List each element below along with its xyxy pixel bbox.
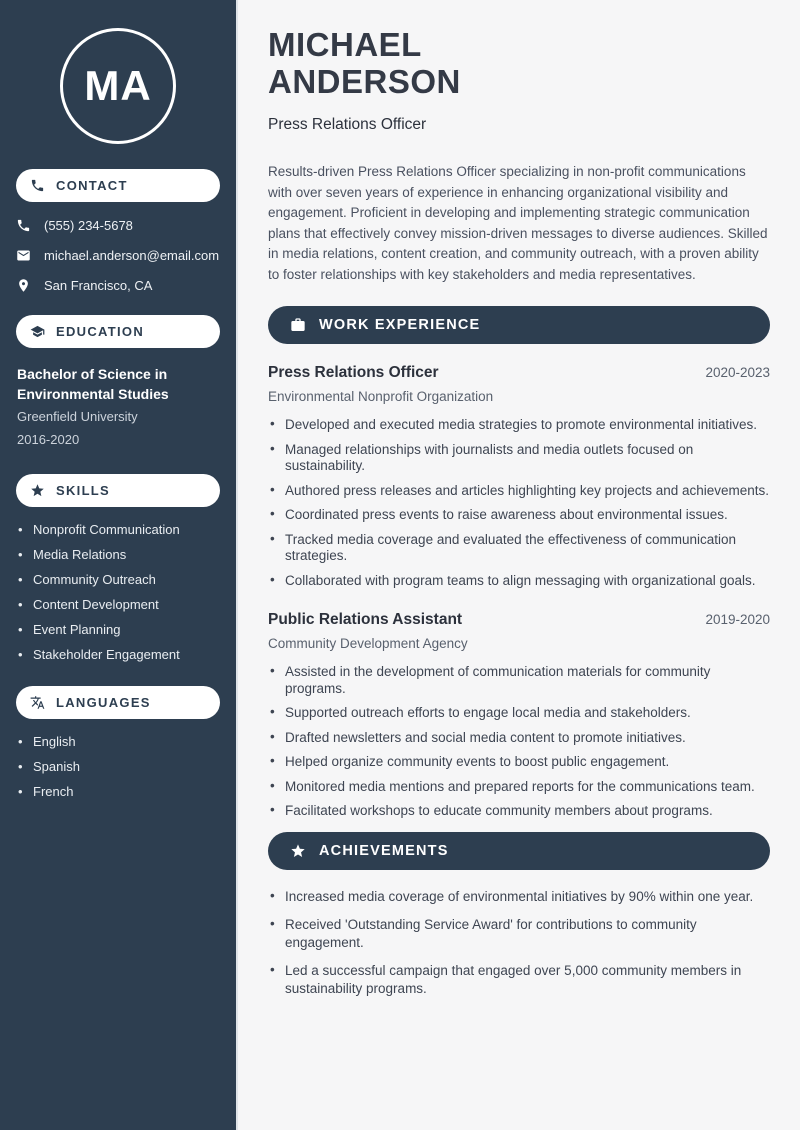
job-role: Press Relations Officer: [268, 364, 439, 381]
education-section-header: [16, 315, 220, 348]
language-item: • French: [16, 784, 220, 799]
job-dates: 2020-2023: [705, 365, 770, 380]
skill-item: • Stakeholder Engagement: [16, 647, 220, 662]
job-header: [268, 611, 770, 629]
skill-item: • Nonprofit Communication: [16, 522, 220, 537]
education-degree: Bachelor of Science in Environmental Studies: [17, 366, 169, 402]
main-content: [238, 0, 800, 1130]
translate-icon: [30, 695, 45, 710]
contact-email: [16, 248, 220, 263]
achievement-bullet: • Led a successful campaign that engaged over 5,000 community members in sustainability programs.: [268, 962, 770, 998]
contact-section-header: [16, 169, 220, 202]
contact-phone: [16, 218, 220, 233]
job-bullet: • Collaborated with program teams to align messaging with organizational goals.: [268, 573, 770, 590]
job-bullet: • Authored press releases and articles highlighting key projects and achievements.: [268, 483, 770, 500]
job-bullet: • Assisted in the development of communication materials for community programs.: [268, 664, 770, 697]
phone-number: (555) 234-5678: [44, 218, 133, 233]
languages-list: [16, 734, 220, 799]
contact-list: [16, 218, 220, 293]
star-icon: [290, 843, 306, 859]
skill-item: • Content Development: [16, 597, 220, 612]
contact-location: [16, 278, 220, 293]
job-dates: 2019-2020: [705, 612, 770, 627]
skill-item: • Media Relations: [16, 547, 220, 562]
education-section-title: EDUCATION: [56, 324, 145, 339]
job-bullet: • Coordinated press events to raise awareness about environmental issues.: [268, 507, 770, 524]
achievements-section-title: ACHIEVEMENTS: [319, 842, 449, 859]
job-bullet: • Facilitated workshops to educate community members about programs.: [268, 803, 770, 820]
skill-item: • Event Planning: [16, 622, 220, 637]
avatar: [60, 28, 176, 144]
achievements-list: [268, 888, 770, 998]
job-bullet: • Drafted newsletters and social media content to promote initiatives.: [268, 730, 770, 747]
contact-section-title: CONTACT: [56, 178, 128, 193]
job-header: [268, 364, 770, 382]
education-school: Greenfield University: [17, 409, 138, 424]
job-bullet: • Helped organize community events to boost public engagement.: [268, 754, 770, 771]
achievement-bullet: • Increased media coverage of environmental initiatives by 90% within one year.: [268, 888, 770, 906]
location-icon: [16, 278, 31, 293]
achievements-section-header: [268, 832, 770, 870]
mail-icon: [16, 248, 31, 263]
work-experience-section-title: WORK EXPERIENCE: [319, 317, 481, 333]
job-bullet: • Monitored media mentions and prepared reports for the communications team.: [268, 779, 770, 796]
skill-item: • Community Outreach: [16, 572, 220, 587]
candidate-first-name: MICHAEL: [268, 26, 422, 63]
languages-section-title: LANGUAGES: [56, 695, 151, 710]
star-icon: [30, 483, 45, 498]
location-text: San Francisco, CA: [44, 278, 153, 293]
language-item: • Spanish: [16, 759, 220, 774]
graduation-cap-icon: [30, 324, 45, 339]
avatar-initials: MA: [84, 62, 152, 109]
candidate-job-title: Press Relations Officer: [268, 116, 427, 133]
briefcase-icon: [290, 317, 306, 333]
job-company: Community Development Agency: [268, 636, 468, 651]
phone-icon: [16, 218, 31, 233]
achievement-bullet: • Received 'Outstanding Service Award' for contributions to community engagement.: [268, 916, 770, 952]
skills-section-header: [16, 474, 220, 507]
skills-section-title: SKILLS: [56, 483, 111, 498]
job-entry: [268, 611, 770, 820]
job-bullet: • Supported outreach efforts to engage local media and stakeholders.: [268, 705, 770, 722]
email-address: michael.anderson@email.com: [44, 248, 220, 263]
job-bullet: • Developed and executed media strategies to promote environmental initiatives.: [268, 417, 770, 434]
sidebar: [0, 0, 238, 1130]
job-role: Public Relations Assistant: [268, 611, 463, 628]
language-item: • English: [16, 734, 220, 749]
job-bullet-list: [268, 417, 770, 589]
job-company: Environmental Nonprofit Organization: [268, 389, 494, 404]
education-years: 2016-2020: [17, 432, 80, 447]
work-experience-section-header: [268, 306, 770, 344]
phone-icon: [30, 178, 45, 193]
skills-list: [16, 522, 220, 662]
job-bullet-list: [268, 664, 770, 820]
job-bullet: • Managed relationships with journalists and media outlets focused on sustainability.: [268, 442, 770, 475]
job-bullet: • Tracked media coverage and evaluated the effectiveness of communication strategies.: [268, 532, 770, 565]
candidate-name: [268, 26, 770, 100]
job-entry: [268, 364, 770, 589]
languages-section-header: [16, 686, 220, 719]
candidate-last-name: ANDERSON: [268, 63, 461, 100]
education-entry: [16, 364, 220, 450]
professional-summary: Results-driven Press Relations Officer specializing in non-profit communications with over seven years of experience in enhancing organizational visibility and engagement. Proficient in developing and implementing strategic communication plans that effectively convey mission-driven messages to diverse audiences. Skilled in media relations, content creation, and community outreach, with a proven ability to foster relationships with key stakeholders and media representatives.: [268, 164, 768, 282]
